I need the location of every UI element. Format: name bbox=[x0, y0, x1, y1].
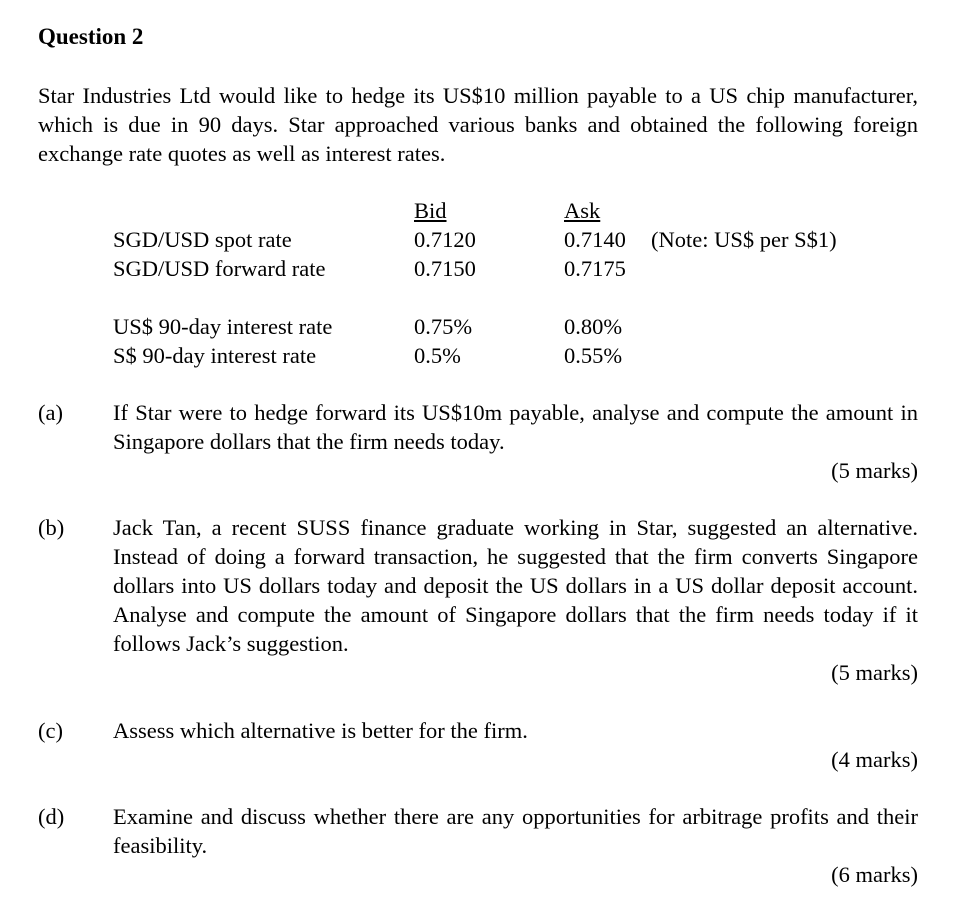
question-text: Examine and discuss whether there are any opportunities for arbitrage profits and their feasibility. bbox=[113, 804, 918, 858]
intro-paragraph: Star Industries Ltd would like to hedge its US$10 million payable to a US chip manufacturer, which is due in 90 days. Star approached various banks and obtained the following foreign exchange rate quotes as well as interest rates. bbox=[38, 83, 918, 166]
row-bid: 0.7150 bbox=[414, 256, 476, 281]
bid-header: Bid bbox=[414, 198, 447, 223]
marks: (4 marks) bbox=[831, 747, 918, 772]
row-ask: 0.7140 bbox=[564, 227, 626, 252]
question-text: If Star were to hedge forward its US$10m payable, analyse and compute the amount in Singapore dollars that the firm needs today. bbox=[113, 400, 918, 454]
question-heading: Question 2 bbox=[38, 24, 144, 49]
marks: (5 marks) bbox=[831, 458, 918, 483]
question-label: (c) bbox=[38, 718, 63, 743]
question-label: (d) bbox=[38, 804, 65, 829]
question-label: (a) bbox=[38, 400, 63, 425]
marks: (6 marks) bbox=[831, 862, 918, 887]
question-label: (b) bbox=[38, 515, 65, 540]
row-note: (Note: US$ per S$1) bbox=[651, 227, 837, 252]
ask-header: Ask bbox=[564, 198, 601, 223]
row-ask: 0.7175 bbox=[564, 256, 626, 281]
row-bid: 0.7120 bbox=[414, 227, 476, 252]
marks: (5 marks) bbox=[831, 660, 918, 685]
row-label: SGD/USD spot rate bbox=[113, 227, 292, 252]
question-text: Assess which alternative is better for the firm. bbox=[113, 718, 528, 743]
row-bid: 0.75% bbox=[414, 314, 473, 339]
row-ask: 0.55% bbox=[564, 343, 623, 368]
question-text: Jack Tan, a recent SUSS finance graduate working in Star, suggested an alternative. Instead of doing a forward transaction, he suggested that the firm converts Singapore dollars into US dollars today and deposit the US dollars in a US dollar deposit account. Analyse and compute the amount of Singapore dollars that the firm needs today if it follows Jack’s suggestion. bbox=[113, 515, 918, 656]
row-bid: 0.5% bbox=[414, 343, 461, 368]
row-label: US$ 90-day interest rate bbox=[113, 314, 333, 339]
row-label: S$ 90-day interest rate bbox=[113, 343, 317, 368]
row-label: SGD/USD forward rate bbox=[113, 256, 326, 281]
row-ask: 0.80% bbox=[564, 314, 623, 339]
